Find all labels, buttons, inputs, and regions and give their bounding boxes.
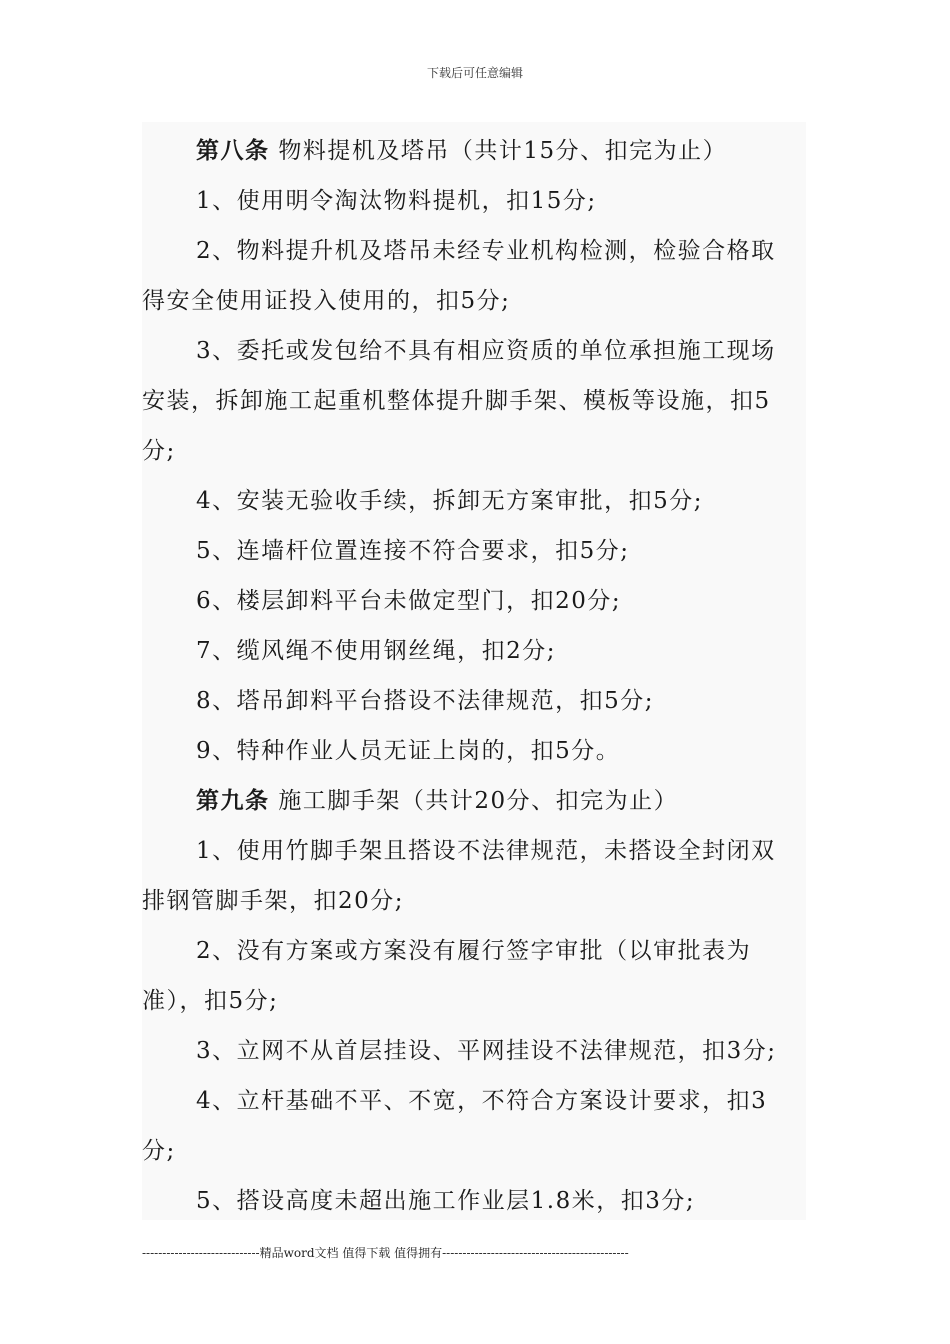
article-9-heading: 第九条 [196, 787, 270, 814]
article-9-item: 1、使用竹脚手架且搭设不法律规范，未搭设全封闭双 [196, 838, 776, 864]
article-8-item: 4、安装无验收手续，拆卸无方案审批，扣5分; [196, 488, 704, 514]
article-8-heading-line [196, 136, 727, 166]
article-8-item: 8、塔吊卸料平台搭设不法律规范，扣5分; [196, 688, 655, 714]
document-body [142, 122, 806, 1220]
article-9-heading-line [196, 786, 678, 816]
article-9-item-continued: 排钢管脚手架，扣20分; [142, 888, 405, 914]
page-header: 下载后可任意编辑 [426, 66, 523, 80]
article-8-item: 6、楼层卸料平台未做定型门，扣20分; [196, 588, 622, 614]
article-8-heading: 第八条 [196, 137, 270, 164]
article-8-item: 5、连墙杆位置连接不符合要求，扣5分; [196, 538, 630, 564]
article-8-item: 7、缆风绳不使用钢丝绳，扣2分; [196, 638, 557, 664]
page-footer: -----------------------------精品word文档 值得下载 值得拥有---------------------------------------------- [142, 1246, 629, 1260]
article-8-item: 3、委托或发包给不具有相应资质的单位承担施工现场 [196, 338, 776, 364]
article-9-item: 2、没有方案或方案没有履行签字审批（以审批表为 [196, 938, 752, 964]
article-8-title: 物料提机及塔吊（共计15分、扣完为止） [278, 138, 728, 164]
article-9-item-continued: 分; [142, 1138, 176, 1164]
article-8-item: 2、物料提升机及塔吊未经专业机构检测，检验合格取 [196, 238, 776, 264]
article-8-item: 9、特种作业人员无证上岗的，扣5分。 [196, 738, 621, 764]
article-8-item-continued: 安装，拆卸施工起重机整体提升脚手架、模板等设施，扣5 [142, 388, 771, 414]
article-9-title: 施工脚手架（共计20分、扣完为止） [278, 788, 679, 814]
article-9-item: 3、立网不从首层挂设、平网挂设不法律规范，扣3分; [196, 1038, 777, 1064]
article-9-item: 5、搭设高度未超出施工作业层1.8米，扣3分; [196, 1188, 696, 1214]
article-8-item-continued: 得安全使用证投入使用的，扣5分; [142, 288, 511, 314]
article-8-item-continued: 分; [142, 438, 176, 464]
article-8-item: 1、使用明令淘汰物料提机，扣15分; [196, 188, 597, 214]
article-9-item-continued: 准），扣5分; [142, 988, 279, 1014]
article-9-item: 4、立杆基础不平、不宽，不符合方案设计要求，扣3 [196, 1088, 768, 1114]
